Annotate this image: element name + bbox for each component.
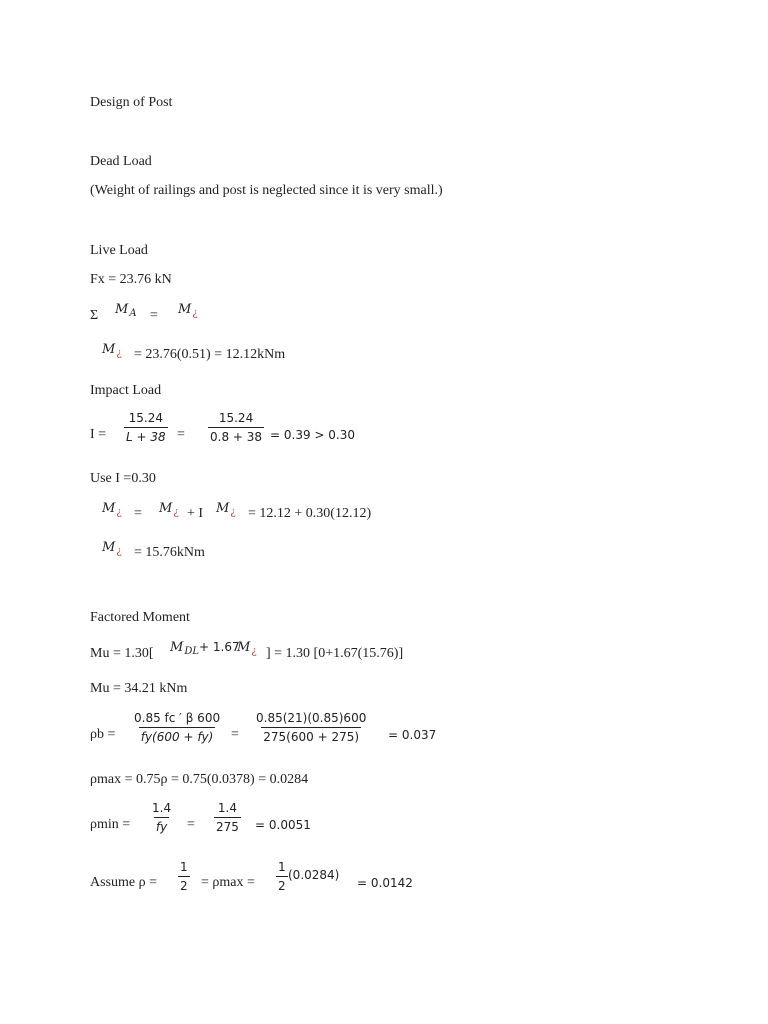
- impact-moment-calc: = 12.12 + 0.30(12.12): [248, 506, 372, 521]
- assume-rho-result: = 0.0142: [357, 876, 413, 890]
- moment-live-6: $M_¿$: [102, 540, 122, 557]
- equals-sign: =: [177, 427, 185, 442]
- equals-sign: =: [150, 308, 158, 323]
- assume-rho-label: Assume ρ =: [90, 875, 157, 890]
- moment-live-5: $M_¿$: [216, 501, 236, 518]
- mu-suffix: ] = 1.30 [0+1.67(15.76)]: [266, 646, 404, 661]
- moment-live: $M_¿$: [178, 302, 198, 319]
- dead-load-note: (Weight of railings and post is neglected since it is very small.): [90, 183, 443, 198]
- equals-sign: =: [231, 727, 239, 742]
- plus-impact: + I: [187, 506, 204, 521]
- half-fraction-2: $\frac{1}{2}$: [278, 860, 286, 893]
- impact-fraction-1: $\frac{15.24}{L + 38}$: [126, 411, 166, 444]
- moment-live-7: $M_¿$: [237, 640, 257, 657]
- page-title: Design of Post: [90, 95, 173, 110]
- factored-moment-heading: Factored Moment: [90, 610, 190, 625]
- impact-fraction-2: $\frac{15.24}{0.8 + 38}$: [210, 411, 263, 444]
- factor-1-67: + 1.67: [199, 640, 240, 654]
- live-moment-result: = 23.76(0.51) = 12.12kNm: [134, 347, 286, 362]
- rho-b-fraction-1: $\frac{0.85 fc ' \beta 600}{fy(600 + fy)}$: [134, 711, 221, 744]
- rho-b-result: = 0.037: [388, 728, 437, 742]
- use-impact: Use I =0.30: [90, 471, 156, 486]
- mu-result: Mu = 34.21 kNm: [90, 681, 188, 696]
- rho-max-value: (0.0284): [288, 868, 340, 882]
- moment-live-2: $M_¿$: [102, 342, 122, 359]
- live-load-fx: Fx = 23.76 kN: [90, 272, 172, 287]
- rho-b-fraction-2: $\frac{0.85(21)(0.85)600}{275(600 + 275)}$: [256, 711, 367, 744]
- live-load-heading: Live Load: [90, 243, 148, 258]
- moment-live-4: $M_¿$: [159, 501, 179, 518]
- impact-load-heading: Impact Load: [90, 383, 162, 398]
- equals-sign: =: [134, 506, 142, 521]
- half-fraction: $\frac{1}{2}$: [180, 860, 188, 893]
- summation-symbol: Σ: [90, 308, 99, 323]
- impact-i-label: I =: [90, 427, 107, 442]
- impact-result: = 0.39 > 0.30: [270, 428, 355, 442]
- impact-moment-result: = 15.76kNm: [134, 545, 205, 560]
- rho-b-label: ρb =: [90, 727, 116, 742]
- rho-min-fraction-1: $\frac{1.4}{fy}$: [152, 801, 172, 834]
- moment-dead: $M_{DL}$: [170, 640, 199, 657]
- equals-sign: =: [187, 817, 195, 832]
- rho-max: ρmax = 0.75ρ = 0.75(0.0378) = 0.0284: [90, 772, 309, 787]
- assume-rho-mid: = ρmax =: [201, 875, 255, 890]
- mu-prefix: Mu = 1.30[: [90, 646, 154, 661]
- rho-min-result: = 0.0051: [255, 818, 311, 832]
- rho-min-fraction-2: $\frac{1.4}{275}$: [216, 801, 239, 834]
- dead-load-heading: Dead Load: [90, 154, 152, 169]
- moment-live-3: $M_¿$: [102, 501, 122, 518]
- rho-min-label: ρmin =: [90, 817, 131, 832]
- moment-a: $M_A$: [115, 302, 137, 319]
